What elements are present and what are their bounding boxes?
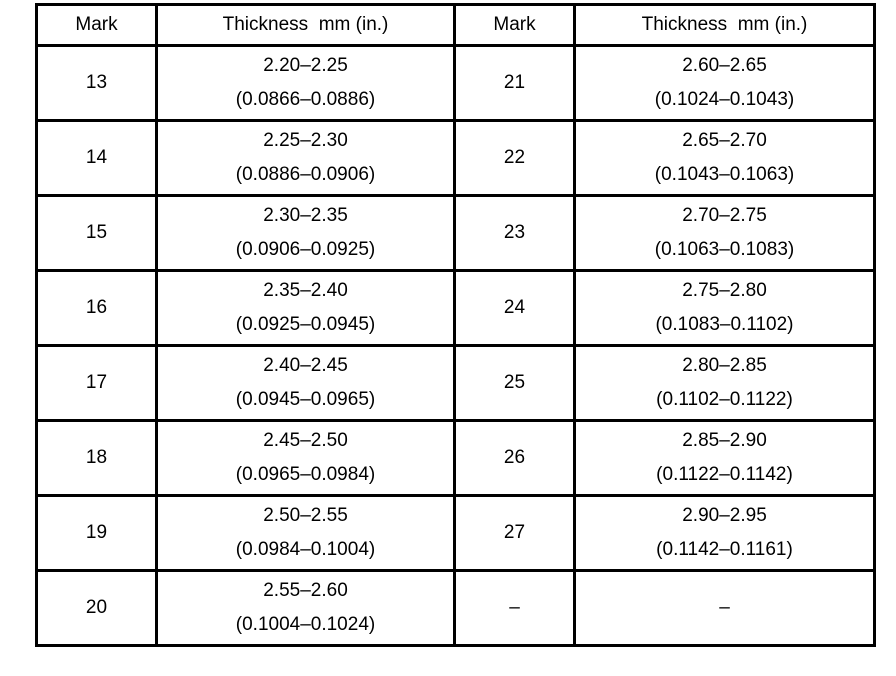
thickness-cell [157, 346, 455, 421]
thickness-mm: 2.60–2.65 [682, 55, 767, 76]
header-mark-left: Mark [37, 5, 157, 46]
thickness-cell [575, 271, 875, 346]
mark-cell: 18 [37, 421, 157, 496]
table-row [37, 46, 875, 121]
mark-cell: 20 [37, 571, 157, 646]
thickness-in: (0.0886–0.0906) [235, 164, 376, 185]
thickness-cell: – [575, 571, 875, 646]
thickness-in: (0.1063–0.1083) [654, 239, 795, 260]
thickness-in: (0.0945–0.0965) [235, 389, 376, 410]
thickness-mm: 2.80–2.85 [682, 355, 767, 376]
thickness-cell [157, 196, 455, 271]
thickness-in: (0.0866–0.0886) [235, 89, 376, 110]
table-row [37, 121, 875, 196]
thickness-mm: 2.50–2.55 [263, 505, 348, 526]
thickness-mm: 2.25–2.30 [263, 130, 348, 151]
table-row [37, 496, 875, 571]
header-mark-right: Mark [455, 5, 575, 46]
thickness-mm: 2.35–2.40 [263, 280, 348, 301]
mark-cell: 25 [455, 346, 575, 421]
mark-cell: 21 [455, 46, 575, 121]
table-header-row [37, 5, 875, 46]
shim-thickness-table [35, 3, 876, 647]
thickness-in: (0.1024–0.1043) [654, 89, 795, 110]
thickness-cell [575, 421, 875, 496]
thickness-in: (0.1004–0.1024) [235, 614, 376, 635]
thickness-cell [575, 346, 875, 421]
mark-cell: 23 [455, 196, 575, 271]
thickness-mm: 2.55–2.60 [263, 580, 348, 601]
thickness-mm: 2.40–2.45 [263, 355, 348, 376]
mark-cell: 27 [455, 496, 575, 571]
thickness-cell [575, 121, 875, 196]
mark-cell: 13 [37, 46, 157, 121]
thickness-in: (0.0906–0.0925) [235, 239, 376, 260]
thickness-in: (0.0984–0.1004) [235, 539, 376, 560]
thickness-mm: 2.20–2.25 [263, 55, 348, 76]
thickness-mm: 2.85–2.90 [682, 430, 767, 451]
thickness-in: (0.0965–0.0984) [235, 464, 376, 485]
thickness-cell [575, 46, 875, 121]
header-thickness-right: Thickness mm (in.) [575, 5, 875, 46]
header-thickness-left: Thickness mm (in.) [157, 5, 455, 46]
mark-cell: 26 [455, 421, 575, 496]
mark-cell: 22 [455, 121, 575, 196]
thickness-in: (0.1142–0.1161) [656, 539, 793, 560]
thickness-mm: 2.45–2.50 [263, 430, 348, 451]
table-row [37, 421, 875, 496]
thickness-in: (0.1043–0.1063) [654, 164, 795, 185]
thickness-in: (0.0925–0.0945) [235, 314, 376, 335]
mark-cell: 16 [37, 271, 157, 346]
table-row [37, 346, 875, 421]
mark-cell: 15 [37, 196, 157, 271]
thickness-cell [157, 271, 455, 346]
thickness-mm: 2.75–2.80 [682, 280, 767, 301]
thickness-cell [575, 496, 875, 571]
thickness-mm: 2.70–2.75 [682, 205, 767, 226]
thickness-cell [157, 496, 455, 571]
table-row [37, 571, 875, 646]
mark-cell: 24 [455, 271, 575, 346]
thickness-cell [575, 196, 875, 271]
thickness-mm: 2.30–2.35 [263, 205, 348, 226]
thickness-in: (0.1122–0.1142) [656, 464, 793, 485]
thickness-cell [157, 46, 455, 121]
thickness-cell [157, 121, 455, 196]
thickness-table-container [35, 3, 873, 647]
mark-cell: 19 [37, 496, 157, 571]
thickness-in: (0.1083–0.1102) [655, 314, 794, 335]
mark-cell: – [455, 571, 575, 646]
mark-cell: 14 [37, 121, 157, 196]
thickness-in: (0.1102–0.1122) [656, 389, 793, 410]
mark-cell: 17 [37, 346, 157, 421]
thickness-mm: 2.90–2.95 [682, 505, 767, 526]
thickness-mm: 2.65–2.70 [682, 130, 767, 151]
thickness-cell [157, 571, 455, 646]
table-row [37, 271, 875, 346]
table-row [37, 196, 875, 271]
thickness-cell [157, 421, 455, 496]
